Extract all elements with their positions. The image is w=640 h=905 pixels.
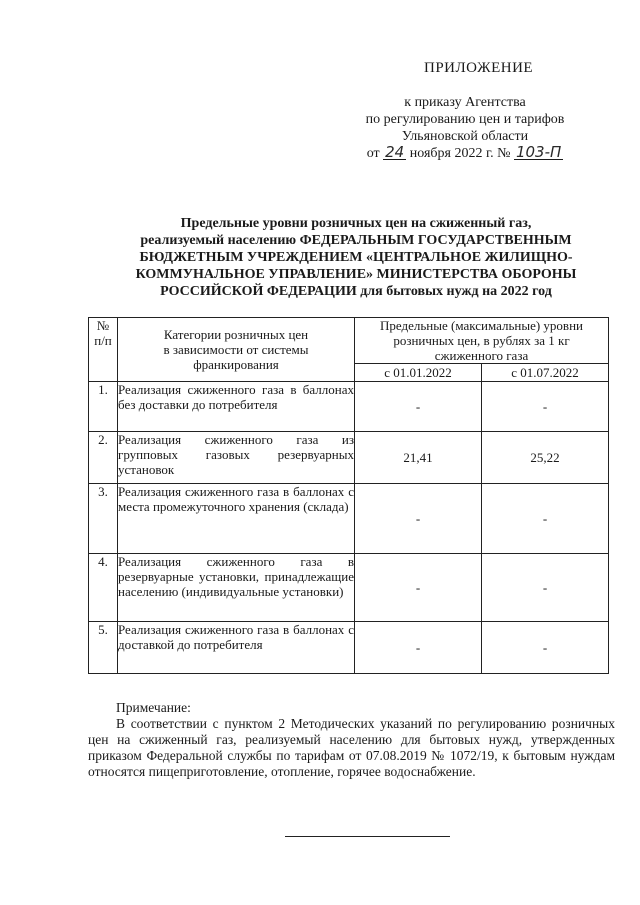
row-category: Реализация сжиженного газа в баллонах без доставки до потребителя [118,382,355,432]
header-limits-line-2: розничных цен, в рублях за 1 кг [393,333,570,348]
header-date-2: с 01.07.2022 [482,364,609,382]
order-date-line [340,145,590,162]
header-date-1: с 01.01.2022 [355,364,482,382]
row-category: Реализация сжиженного газа в баллонах с места промежуточного хранения (склада) [118,484,355,554]
table-header-row [89,318,609,364]
header-limits-line-1: Предельные (максимальные) уровни [380,318,583,333]
row-value-jul: - [482,484,609,554]
closing-divider [285,836,450,837]
ref-line-3: Ульяновской области [401,129,529,144]
row-category: Реализация сжиженного газа из групповых газовых резервуарных установок [118,432,355,484]
row-value-jul: 25,22 [482,432,609,484]
title-line-2: реализуемый населению ФЕДЕРАЛЬНЫМ ГОСУДАРСТВЕННЫМ [140,233,572,248]
header-category [118,318,355,382]
price-table [88,317,609,674]
table-row [89,554,609,622]
row-value-jan: 21,41 [355,432,482,484]
note-heading: Примечание: [116,700,191,715]
table-row [89,484,609,554]
order-reference [340,94,590,162]
table-row [89,432,609,484]
note-section [88,700,615,780]
appendix-label: ПРИЛОЖЕНИЕ [424,60,534,76]
header-number-line-2: п/п [94,333,112,348]
row-number: 5. [89,622,118,674]
row-value-jan: - [355,554,482,622]
ref-line-1: к приказу Агентства [404,95,526,110]
row-value-jan: - [355,484,482,554]
row-number: 1. [89,382,118,432]
title-line-3: БЮДЖЕТНЫМ УЧРЕЖДЕНИЕМ «ЦЕНТРАЛЬНОЕ ЖИЛИЩНО- [139,250,573,265]
header-category-line-3: франкирования [193,357,279,372]
row-value-jan: - [355,622,482,674]
row-number: 2. [89,432,118,484]
header-limits-line-3: сжиженного газа [434,348,529,363]
row-category: Реализация сжиженного газа в баллонах с доставкой до потребителя [118,622,355,674]
table-row [89,382,609,432]
note-body: В соответствии с пунктом 2 Методических указаний по регулированию розничных цен на сжиженный газ, реализуемый населению для бытовых нужд, утвержденных приказом Федеральной службы по тарифам от 07.08.2019 № 1072/19, к бытовым нуждам относятся пищеприготовление, отопление, горячее водоснабжение. [88,716,615,779]
ref-line-2: по регулированию цен и тарифов [365,112,565,127]
date-middle: ноября 2022 г. № [409,146,511,161]
row-value-jul: - [482,554,609,622]
row-value-jul: - [482,382,609,432]
row-value-jul: - [482,622,609,674]
header-number [89,318,118,382]
row-category: Реализация сжиженного газа в резервуарные установки, принадлежащие населению (индивидуальные установки) [118,554,355,622]
table-row [89,622,609,674]
row-number: 4. [89,554,118,622]
row-number: 3. [89,484,118,554]
order-number-handwritten: 103-П [515,143,562,161]
row-value-jan: - [355,382,482,432]
header-category-line-2: в зависимости от системы [163,342,309,357]
header-number-line-1: № [96,318,110,333]
date-prefix: от [366,146,380,161]
header-price-limits [355,318,609,364]
date-day-handwritten: 24 [385,143,405,161]
title-line-4: КОММУНАЛЬНОЕ УПРАВЛЕНИЕ» МИНИСТЕРСТВА ОБОРОНЫ [135,267,577,282]
header-category-line-1: Категории розничных цен [163,327,309,342]
title-line-5: РОССИЙСКОЙ ФЕДЕРАЦИИ для бытовых нужд на 2022 год [160,284,552,299]
document-title [104,215,608,300]
title-line-1: Предельные уровни розничных цен на сжиженный газ, [180,216,532,231]
